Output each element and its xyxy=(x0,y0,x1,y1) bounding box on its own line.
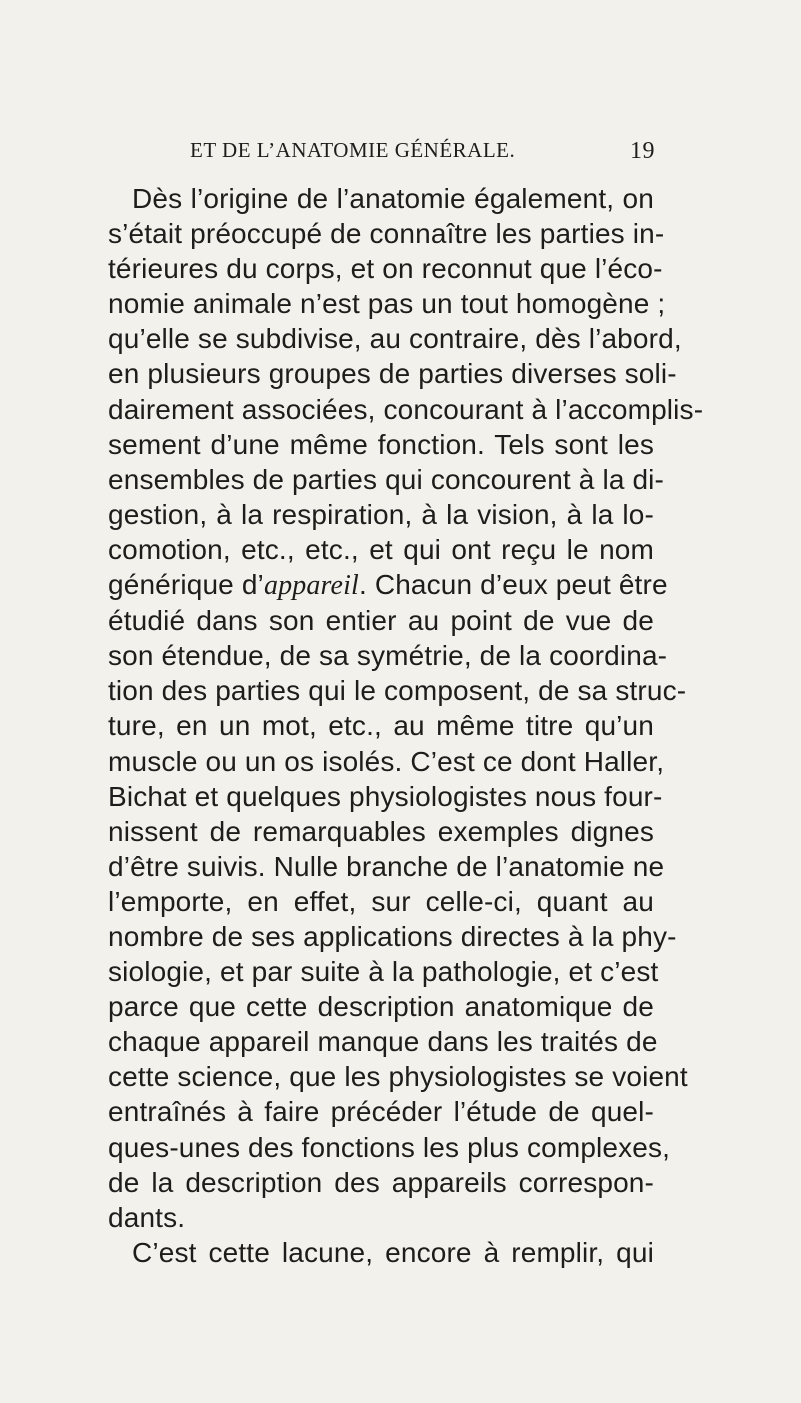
text-run: dairement associées, concourant à l’accomplis- xyxy=(108,393,704,425)
text-run: chaque appareil manque dans les traités de xyxy=(108,1026,658,1058)
text-line xyxy=(108,1024,658,1059)
paragraph xyxy=(108,181,704,1235)
text-run: son étendue, de sa symétrie, de la coordina- xyxy=(108,640,668,672)
text-line xyxy=(108,427,654,462)
text-line xyxy=(108,356,677,391)
text-line xyxy=(108,392,704,427)
text-line xyxy=(108,638,668,673)
text-line xyxy=(108,1094,654,1129)
text-run: térieures du corps, et on reconnut que l’éco- xyxy=(108,253,663,285)
text-line xyxy=(108,673,687,708)
text-line xyxy=(108,532,654,567)
text-line xyxy=(108,321,682,356)
text-line xyxy=(108,181,654,216)
text-line xyxy=(108,1059,688,1094)
text-line xyxy=(108,216,665,251)
text-line xyxy=(108,1200,654,1235)
text-line xyxy=(108,744,665,779)
text-line xyxy=(108,849,665,884)
text-line xyxy=(108,603,654,638)
text-line xyxy=(108,286,666,321)
text-run: l’emporte, en effet, sur celle-ci, quant au xyxy=(108,885,654,917)
text-line xyxy=(108,1130,671,1165)
text-run: Dès l’origine de l’anatomie également, on xyxy=(132,183,654,214)
text-run: ensembles de parties qui concourent à la di- xyxy=(108,463,665,495)
text-run: nomie animale n’est pas un tout homogène ; xyxy=(108,288,666,320)
text-line xyxy=(108,462,665,497)
text-run: d’être suivis. Nulle branche de l’anatomie ne xyxy=(108,850,665,882)
text-run: nombre de ses applications directes à la phy- xyxy=(108,920,677,952)
text-run: entraînés à faire précéder l’étude de quel- xyxy=(108,1096,654,1128)
text-run: Bichat et quelques physiologistes nous four- xyxy=(108,780,663,812)
text-line xyxy=(108,1165,654,1200)
text-line xyxy=(108,779,663,814)
text-run: muscle ou un os isolés. C’est ce dont Haller, xyxy=(108,745,665,777)
text-run: étudié dans son entier au point de vue de xyxy=(108,605,654,637)
text-line xyxy=(108,814,654,849)
text-run: . Chacun d’eux peut être xyxy=(358,569,668,601)
text-run: nissent de remarquables exemples dignes xyxy=(108,815,654,847)
text-line xyxy=(108,708,654,743)
italic-term: appareil xyxy=(263,570,359,602)
text-run: sement d’une même fonction. Tels sont les xyxy=(108,428,654,460)
text-run: en plusieurs groupes de parties diverses soli- xyxy=(108,358,677,390)
text-line xyxy=(108,497,654,532)
text-run: dants. xyxy=(108,1201,186,1233)
text-run: de la description des appareils correspon- xyxy=(108,1166,654,1198)
text-run: siologie, et par suite à la pathologie, et c’est xyxy=(108,956,659,988)
text-run: ques-unes des fonctions les plus complexes, xyxy=(108,1131,671,1163)
text-run: gestion, à la respiration, à la vision, à la lo- xyxy=(108,498,654,530)
text-line xyxy=(108,1235,654,1270)
text-run: tion des parties qui le composent, de sa struc- xyxy=(108,675,687,707)
text-run: générique d’ xyxy=(108,569,264,601)
text-line xyxy=(108,989,654,1024)
running-title: ET DE L’ANATOMIE GÉNÉRALE. xyxy=(190,138,516,162)
body-text xyxy=(108,181,704,1270)
text-run: C’est cette lacune, encore à remplir, qui xyxy=(132,1236,654,1268)
text-run: parce que cette description anatomique de xyxy=(108,991,654,1023)
text-line xyxy=(108,919,677,954)
text-run: cette science, que les physiologistes se voient xyxy=(108,1061,688,1093)
page-number: 19 xyxy=(630,138,655,164)
paragraph xyxy=(108,1235,654,1270)
text-run: qu’elle se subdivise, au contraire, dès l’abord, xyxy=(108,323,682,355)
text-run: comotion, etc., etc., et qui ont reçu le nom xyxy=(108,533,654,565)
text-line xyxy=(108,954,659,989)
text-line xyxy=(108,567,668,603)
text-line xyxy=(108,251,663,286)
text-line xyxy=(108,884,654,919)
text-run: s’était préoccupé de connaître les parties in- xyxy=(108,218,665,250)
text-run: ture, en un mot, etc., au même titre qu’un xyxy=(108,710,654,742)
